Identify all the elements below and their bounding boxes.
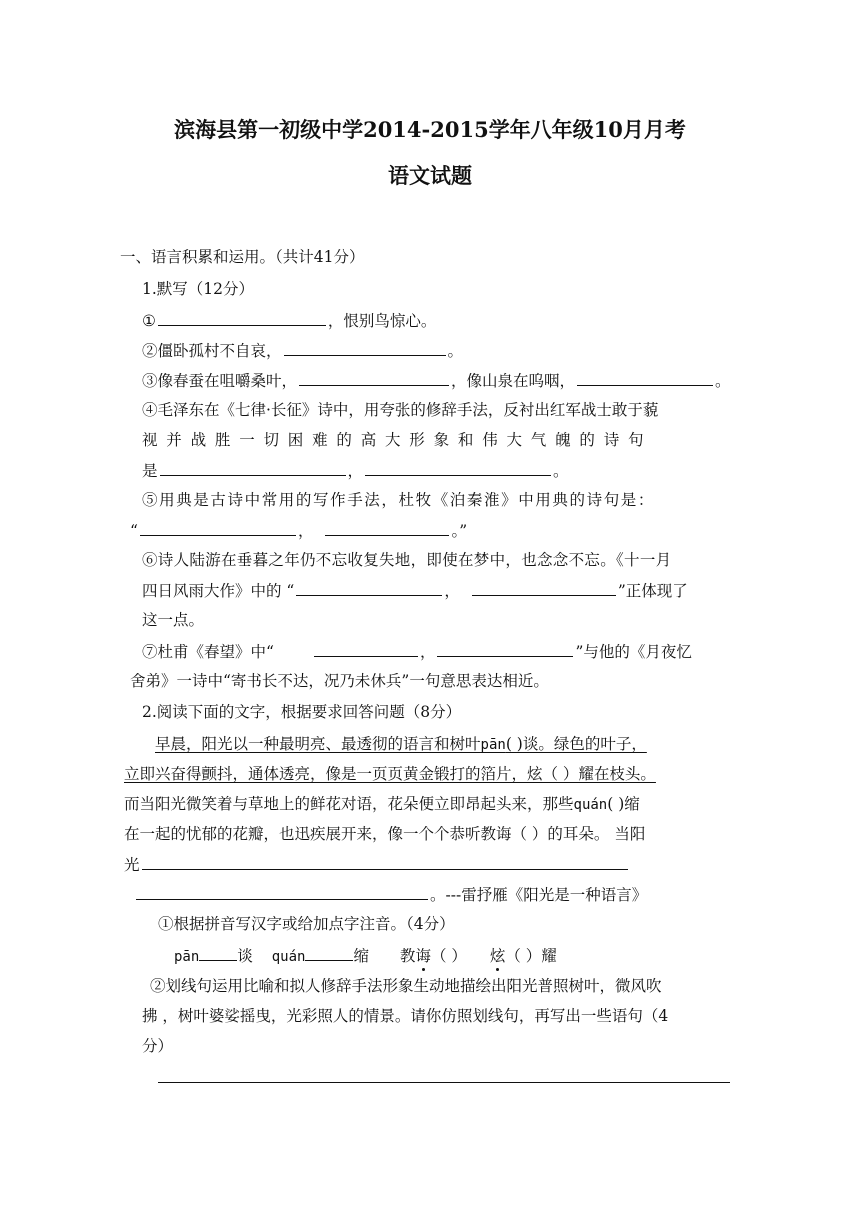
section-heading: 一、语言积累和运用。（共计41分） [120,248,365,266]
question-1-item-7-line-2: 舍弟》一诗中“寄书长不达，况乃未休兵”一句意思表达相近。 [130,672,549,690]
answer-blank[interactable] [136,883,428,900]
answer-blank[interactable] [314,640,418,657]
exam-subtitle: 语文试题 [388,163,472,188]
answer-blank[interactable] [365,459,551,476]
answer-blank[interactable] [305,944,353,961]
answer-blank[interactable] [142,853,628,870]
question-1-title: 1.默写（12分） [142,280,255,298]
question-1-item-5-line-1: ⑤用典是古诗中常用的写作手法，杜牧《泊秦淮》中用典的诗句是： [142,491,656,509]
question-1-item-6-line-3: 这一点。 [142,611,205,629]
question-1-item-4-line-2: 视并战胜一切困难的高大形象和伟大气魄的诗句 [142,431,653,449]
subquestion-1-items: pān 谈 quán 缩 教诲（ ） 炫（ ）耀 [174,944,557,968]
passage-line-3: 而当阳光微笑着与草地上的鲜花对语，花朵便立即昂起头来，那些quán( )缩 [124,795,640,813]
answer-blank[interactable] [160,459,346,476]
question-1-item-2: ②僵卧孤村不自哀， 。 [142,339,463,362]
subquestion-2-line-1: ②划线句运用比喻和拟人修辞手法形象生动地描绘出阳光普照树叶，微风吹 [150,977,662,995]
answer-blank[interactable] [199,944,237,961]
answer-blank[interactable] [325,519,449,536]
question-2-title: 2.阅读下面的文字，根据要求回答问题（8分） [142,703,462,721]
question-1-item-7-line-1: ⑦杜甫《春望》中“ ， ”与他的《月夜忆 [142,640,692,663]
exam-title: 滨海县第一初级中学2014-2015学年八年级10月月考 [174,117,686,142]
passage-line-5: 光 [124,853,630,876]
passage-line-6: 。---雷抒雁《阳光是一种语言》 [134,883,647,906]
answer-blank[interactable] [577,369,713,386]
answer-blank[interactable] [158,309,326,326]
passage-line-1: 早晨，阳光以一种最明亮、最透彻的语言和树叶pān( )谈。绿色的叶子， [155,735,647,753]
question-1-item-1: ① ，恨别鸟惊心。 [142,309,436,332]
question-1-item-4-line-3: 是 ， 。 [142,459,569,482]
subquestion-1-title: ①根据拼音写汉字或给加点字注音。（4分） [158,915,455,933]
answer-blank[interactable] [284,339,446,356]
question-1-item-6-line-1: ⑥诗人陆游在垂暮之年仍不忘收复失地，即使在梦中，也念念不忘。《十一月 [142,551,672,569]
question-1-item-6-line-2: 四日风雨大作》中的 “ ， ”正体现了 [142,579,688,602]
passage-line-4: 在一起的忧郁的花瓣，也迅疾展开来，像一个个恭听教诲（ ）的耳朵。 当阳 [124,825,646,843]
subquestion-2-line-2: 拂 ，树叶婆娑摇曳，光彩照人的情景。请你仿照划线句，再写出一些语句（4 [142,1007,669,1025]
subquestion-2-line-3: 分） [142,1037,174,1055]
question-1-item-5-line-2: “ ， 。” [130,519,467,542]
passage-line-2: 立即兴奋得颤抖，通体透亮，像是一页页黄金锻打的箔片，炫（ ）耀在枝头。 [124,765,656,783]
question-1-item-3: ③像春蚕在咀嚼桑叶， ，像山泉在呜咽， 。 [142,369,731,392]
answer-blank[interactable] [472,579,616,596]
answer-line[interactable] [158,1082,730,1083]
answer-blank[interactable] [437,640,573,657]
answer-blank[interactable] [140,519,296,536]
question-1-item-4-line-1: ④毛泽东在《七律·长征》诗中，用夸张的修辞手法，反衬出红军战士敢于藐 [142,401,659,419]
answer-blank[interactable] [299,369,449,386]
answer-blank[interactable] [296,579,442,596]
